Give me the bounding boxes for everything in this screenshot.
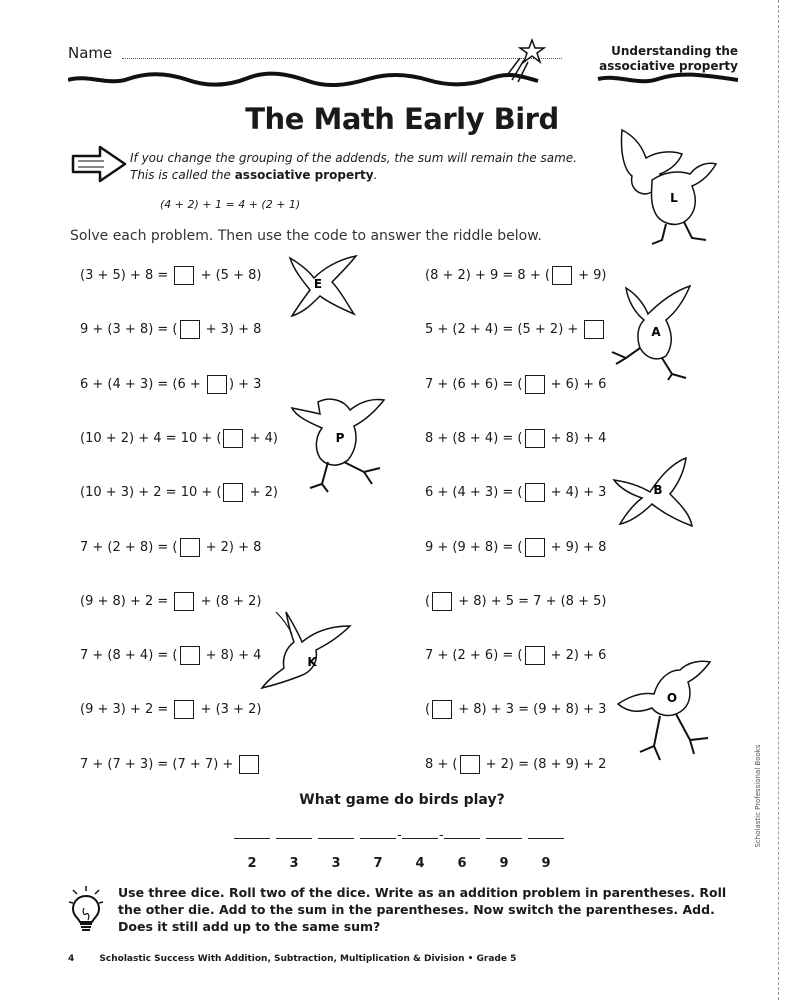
header-decorative-squiggle: [68, 70, 738, 90]
problem-row: [80, 318, 261, 342]
lightbulb-icon: [68, 884, 104, 934]
answer-box[interactable]: [174, 266, 194, 285]
problem-row: [80, 536, 261, 560]
problem-row: [80, 481, 278, 505]
problem-text: + 4): [245, 430, 278, 446]
answer-box[interactable]: [223, 483, 243, 502]
answer-box[interactable]: [525, 375, 545, 394]
topic-label: Understanding the associative property: [599, 44, 738, 73]
problem-text: + 8) + 4: [546, 430, 607, 446]
problem-row: [80, 427, 278, 451]
answer-box[interactable]: [174, 592, 194, 611]
problem-text: 8 + (8 + 4) = (: [425, 430, 523, 446]
problem-text: + 9) + 8: [546, 539, 607, 555]
answer-blank[interactable]: [276, 838, 312, 839]
code-number: 4: [415, 856, 425, 871]
problem-row: [425, 318, 606, 342]
instructions: Solve each problem. Then use the code to answer the riddle below.: [70, 228, 542, 244]
problem-text: (10 + 2) + 4 = 10 + (: [80, 430, 222, 446]
answer-blank[interactable]: [486, 838, 522, 839]
answer-blank[interactable]: [318, 838, 354, 839]
bird-a-letter: A: [651, 325, 661, 339]
problem-text: (9 + 8) + 2 =: [80, 593, 173, 609]
problem-text: 9 + (9 + 8) = (: [425, 539, 523, 555]
publisher-vertical-label: Scholastic Professional Books: [754, 744, 762, 848]
problem-text: (: [425, 593, 431, 609]
code-number: 9: [499, 856, 509, 871]
problem-row: [80, 753, 261, 777]
bird-e-letter: E: [313, 277, 323, 291]
problem-text: 9 + (3 + 8) = (: [80, 322, 178, 338]
problem-text: + 8) + 4: [201, 648, 262, 664]
answer-box[interactable]: [525, 483, 545, 502]
code-number: 6: [457, 856, 467, 871]
bird-o-letter: O: [666, 691, 678, 705]
word-hyphen: -: [439, 828, 444, 843]
code-number: 3: [289, 856, 299, 871]
problem-text: + (3 + 2): [196, 702, 262, 718]
problem-text: + 8) + 3 = (9 + 8) + 3: [454, 702, 607, 718]
rule-example: (4 + 2) + 1 = 4 + (2 + 1): [160, 198, 301, 211]
bird-p-icon: [288, 392, 392, 496]
problem-row: [425, 373, 606, 397]
problem-text: 7 + (6 + 6) = (: [425, 376, 523, 392]
answer-box[interactable]: [525, 429, 545, 448]
problem-text: ) + 3: [228, 376, 262, 392]
problem-row: [425, 536, 606, 560]
answer-box[interactable]: [525, 646, 545, 665]
book-title: Scholastic Success With Addition, Subtraction, Multiplication & Division • Grade 5: [99, 954, 517, 964]
word-hyphen: -: [397, 828, 402, 843]
problem-text: + 3) + 8: [201, 322, 262, 338]
rule-term: associative property: [234, 168, 374, 182]
answer-box[interactable]: [584, 320, 604, 339]
answer-box[interactable]: [460, 755, 480, 774]
problem-text: 7 + (7 + 3) = (7 + 7) +: [80, 756, 238, 772]
problem-row: [425, 753, 606, 777]
problem-text: + 2) + 6: [546, 648, 607, 664]
answer-blank[interactable]: [234, 838, 270, 839]
problem-text: (3 + 5) + 8 =: [80, 268, 173, 283]
bird-e-icon: [282, 250, 362, 322]
page-title: The Math Early Bird: [245, 102, 559, 136]
page-header: [68, 40, 738, 90]
answer-box[interactable]: [239, 755, 259, 774]
problem-text: 7 + (2 + 8) = (: [80, 539, 178, 555]
answer-box[interactable]: [432, 700, 452, 719]
problem-row: [425, 264, 606, 288]
problem-text: + 2) = (8 + 9) + 2: [481, 756, 607, 772]
answer-box[interactable]: [180, 538, 200, 557]
birds-top-illustration: [612, 122, 720, 252]
problem-text: (9 + 3) + 2 =: [80, 702, 173, 718]
problem-text: (: [425, 702, 431, 718]
answer-box[interactable]: [432, 592, 452, 611]
answer-blank[interactable]: [360, 838, 396, 839]
page-footer: [68, 954, 516, 964]
problem-row: [425, 427, 606, 451]
problem-row: [80, 698, 261, 722]
problem-text: + (5 + 8): [196, 268, 262, 283]
problem-text: 5 + (2 + 4) = (5 + 2) +: [425, 322, 583, 338]
answer-box[interactable]: [207, 375, 227, 394]
problem-row: [80, 373, 261, 397]
problem-text: + (8 + 2): [196, 593, 262, 609]
answer-blank[interactable]: [444, 838, 480, 839]
answer-box[interactable]: [552, 266, 572, 285]
code-number: 9: [541, 856, 551, 871]
code-number: 2: [247, 856, 257, 871]
problem-text: + 8) + 5 = 7 + (8 + 5): [454, 593, 607, 609]
problem-text: 6 + (4 + 3) = (6 +: [80, 376, 205, 392]
problem-text: 6 + (4 + 3) = (: [425, 485, 523, 501]
answer-box[interactable]: [525, 538, 545, 557]
page-number: 4: [68, 954, 75, 964]
answer-box[interactable]: [223, 429, 243, 448]
problem-row: [80, 264, 261, 288]
answer-box[interactable]: [180, 320, 200, 339]
problem-text: (10 + 3) + 2 = 10 + (: [80, 485, 222, 501]
bird-a-icon: [606, 282, 714, 382]
problem-row: [425, 590, 606, 614]
problem-text: 7 + (8 + 4) = (: [80, 648, 178, 664]
problem-text: + 6) + 6: [546, 376, 607, 392]
bird-o-icon: [614, 656, 720, 770]
bird-p-letter: P: [335, 431, 345, 445]
bird-b-letter: B: [653, 483, 663, 497]
problem-row: [425, 698, 606, 722]
problem-text: (8 + 2) + 9 = 8 + (: [425, 268, 550, 283]
rule-text: If you change the grouping of the addends, the sum will remain the same. This is called the associative property.: [130, 151, 577, 182]
problem-row: [80, 590, 261, 614]
problem-text: 8 + (: [425, 756, 458, 772]
code-number: 3: [331, 856, 341, 871]
activity-text: Use three dice. Roll two of the dice. Write as an addition problem in parentheses. Roll the other die. Add to the sum in the parentheses. Now switch the parentheses. Add. Does it still add up to the same sum?: [118, 885, 727, 934]
name-write-line: [122, 58, 562, 59]
problem-text: + 2): [245, 485, 278, 501]
page-edge-dashed-line: [778, 0, 779, 1000]
problem-row: [425, 644, 606, 668]
problem-text: + 4) + 3: [546, 485, 607, 501]
problem-text: + 2) + 8: [201, 539, 262, 555]
answer-box[interactable]: [174, 700, 194, 719]
name-label: Name: [68, 44, 113, 62]
bird-k-icon: [254, 604, 358, 698]
answer-box[interactable]: [180, 646, 200, 665]
problem-row: [425, 481, 606, 505]
riddle-question: What game do birds play?: [299, 792, 505, 808]
problem-text: + 9): [573, 268, 607, 283]
arrow-icon: [70, 144, 128, 184]
bird-k-letter: K: [307, 655, 317, 669]
problem-row: [80, 644, 261, 668]
answer-blank[interactable]: [402, 838, 438, 839]
answer-blank[interactable]: [528, 838, 564, 839]
code-number: 7: [373, 856, 383, 871]
problem-text: 7 + (2 + 6) = (: [425, 648, 523, 664]
bird-top-letter: L: [670, 191, 678, 205]
